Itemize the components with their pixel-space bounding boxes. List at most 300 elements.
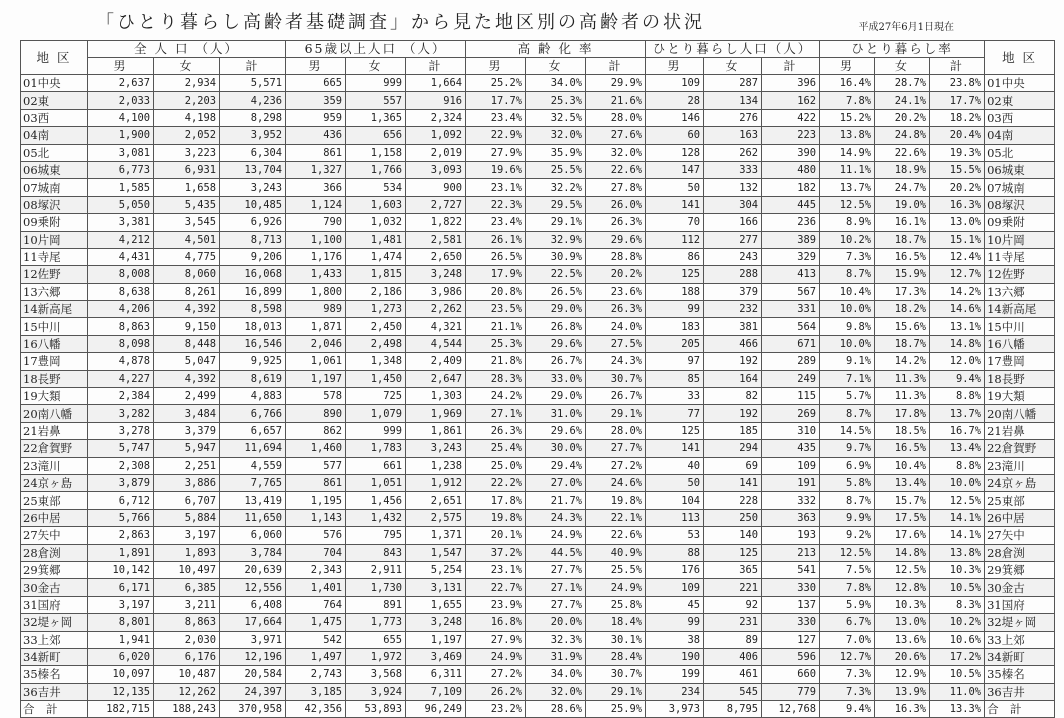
district-name-right: 20南八幡: [985, 405, 1055, 422]
value-cell: 578: [286, 388, 346, 405]
value-cell: 2,019: [406, 144, 466, 161]
value-cell: 900: [406, 179, 466, 196]
value-cell: 86: [646, 248, 704, 265]
value-cell: 10.2%: [930, 614, 985, 631]
value-cell: 53,893: [346, 701, 406, 718]
value-cell: 2,934: [154, 75, 220, 92]
value-cell: 3,952: [220, 127, 286, 144]
value-cell: 109: [646, 75, 704, 92]
value-cell: 9,206: [220, 248, 286, 265]
value-cell: 13.9%: [875, 683, 930, 700]
value-cell: 16.1%: [875, 214, 930, 231]
value-cell: 8,619: [220, 370, 286, 387]
group-header-population: 全 人 口 （人）: [88, 41, 286, 58]
value-cell: 1,143: [286, 509, 346, 526]
value-cell: 1,432: [346, 509, 406, 526]
value-cell: 4,321: [406, 318, 466, 335]
value-cell: 28.8%: [586, 248, 646, 265]
value-cell: 3,568: [346, 666, 406, 683]
value-cell: 790: [286, 214, 346, 231]
value-cell: 2,308: [88, 457, 154, 474]
value-cell: 4,883: [220, 388, 286, 405]
value-cell: 22.3%: [466, 196, 526, 213]
value-cell: 1,401: [286, 579, 346, 596]
value-cell: 132: [704, 179, 762, 196]
value-cell: 10.5%: [930, 666, 985, 683]
value-cell: 192: [704, 405, 762, 422]
value-cell: 8.7%: [820, 405, 875, 422]
table-row: [21, 161, 1055, 178]
value-cell: 231: [704, 614, 762, 631]
value-cell: 1,475: [286, 614, 346, 631]
value-cell: 99: [646, 301, 704, 318]
value-cell: 17.2%: [930, 648, 985, 665]
value-cell: 26.3%: [586, 214, 646, 231]
value-cell: 1,783: [346, 440, 406, 457]
value-cell: 17.7%: [930, 92, 985, 109]
value-cell: 12,556: [220, 579, 286, 596]
value-cell: 109: [646, 579, 704, 596]
value-cell: 20.0%: [526, 614, 586, 631]
value-cell: 7.3%: [820, 248, 875, 265]
value-cell: 14.6%: [930, 301, 985, 318]
value-cell: 661: [346, 457, 406, 474]
value-cell: 53: [646, 527, 704, 544]
value-cell: 26.3%: [466, 422, 526, 439]
district-name: 12佐野: [21, 266, 88, 283]
value-cell: 109: [762, 457, 820, 474]
district-name: 32堤ヶ岡: [21, 614, 88, 631]
value-cell: 2,650: [406, 248, 466, 265]
value-cell: 26.2%: [466, 683, 526, 700]
value-cell: 27.2%: [586, 457, 646, 474]
value-cell: 25.2%: [466, 75, 526, 92]
value-cell: 27.7%: [526, 596, 586, 613]
value-cell: 304: [704, 196, 762, 213]
value-cell: 140: [704, 527, 762, 544]
value-cell: 10.0%: [820, 301, 875, 318]
table-row: [21, 75, 1055, 92]
value-cell: 3,081: [88, 144, 154, 161]
value-cell: 10.2%: [820, 231, 875, 248]
survey-date: 平成27年6月1日現在: [858, 22, 954, 33]
value-cell: 27.1%: [526, 579, 586, 596]
table-row: [21, 683, 1055, 700]
value-cell: 9.7%: [820, 440, 875, 457]
value-cell: 1,124: [286, 196, 346, 213]
value-cell: 10.4%: [820, 283, 875, 300]
value-cell: 8,801: [88, 614, 154, 631]
table-row: [21, 596, 1055, 613]
value-cell: 545: [704, 683, 762, 700]
value-cell: 30.0%: [526, 440, 586, 457]
value-cell: 17.6%: [875, 527, 930, 544]
value-cell: 4,878: [88, 353, 154, 370]
value-cell: 164: [704, 370, 762, 387]
value-cell: 10.4%: [875, 457, 930, 474]
value-cell: 445: [762, 196, 820, 213]
value-cell: 3,248: [406, 266, 466, 283]
value-cell: 11.0%: [930, 683, 985, 700]
value-cell: 9.2%: [820, 527, 875, 544]
district-name-right: 17豊岡: [985, 353, 1055, 370]
value-cell: 128: [646, 144, 704, 161]
value-cell: 1,730: [346, 579, 406, 596]
value-cell: 8,060: [154, 266, 220, 283]
district-name-right: 08塚沢: [985, 196, 1055, 213]
sub-header-male: 男: [286, 58, 346, 75]
value-cell: 125: [646, 422, 704, 439]
value-cell: 330: [762, 614, 820, 631]
value-cell: 31.0%: [526, 405, 586, 422]
value-cell: 2,409: [406, 353, 466, 370]
table-row: [21, 370, 1055, 387]
value-cell: 2,498: [346, 335, 406, 352]
value-cell: 12,768: [762, 701, 820, 718]
value-cell: 332: [762, 492, 820, 509]
value-cell: 34.0%: [526, 75, 586, 92]
district-name: 23滝川: [21, 457, 88, 474]
value-cell: 461: [704, 666, 762, 683]
value-cell: 557: [346, 92, 406, 109]
sub-header-total: 計: [762, 58, 820, 75]
value-cell: 5,571: [220, 75, 286, 92]
value-cell: 1,303: [406, 388, 466, 405]
value-cell: 1,893: [154, 544, 220, 561]
value-cell: 916: [406, 92, 466, 109]
value-cell: 221: [704, 579, 762, 596]
value-cell: 3,971: [220, 631, 286, 648]
value-cell: 10,497: [154, 561, 220, 578]
value-cell: 12.7%: [820, 648, 875, 665]
value-cell: 183: [646, 318, 704, 335]
district-name-right: 16八幡: [985, 335, 1055, 352]
value-cell: 20.4%: [930, 127, 985, 144]
value-cell: 333: [704, 161, 762, 178]
value-cell: 25.8%: [586, 596, 646, 613]
value-cell: 14.8%: [875, 544, 930, 561]
group-header-alone-pop: ひとり暮らし人口（人）: [646, 41, 820, 58]
value-cell: 359: [286, 92, 346, 109]
value-cell: 9,925: [220, 353, 286, 370]
value-cell: 82: [704, 388, 762, 405]
value-cell: 1,474: [346, 248, 406, 265]
value-cell: 16,068: [220, 266, 286, 283]
value-cell: 20,584: [220, 666, 286, 683]
value-cell: 236: [762, 214, 820, 231]
value-cell: 8,863: [88, 318, 154, 335]
sub-header-female: 女: [346, 58, 406, 75]
value-cell: 1,158: [346, 144, 406, 161]
value-cell: 5,050: [88, 196, 154, 213]
value-cell: 6,766: [220, 405, 286, 422]
value-cell: 3,282: [88, 405, 154, 422]
value-cell: 13.7%: [820, 179, 875, 196]
value-cell: 29.6%: [526, 422, 586, 439]
district-name-right: 02東: [985, 92, 1055, 109]
table-row: [21, 335, 1055, 352]
value-cell: 4,544: [406, 335, 466, 352]
value-cell: 8,795: [704, 701, 762, 718]
value-cell: 30.9%: [526, 248, 586, 265]
value-cell: 1,547: [406, 544, 466, 561]
value-cell: 3,973: [646, 701, 704, 718]
value-cell: 12.5%: [875, 561, 930, 578]
value-cell: 232: [704, 301, 762, 318]
value-cell: 32.0%: [526, 683, 586, 700]
value-cell: 3,243: [220, 179, 286, 196]
value-cell: 6,408: [220, 596, 286, 613]
value-cell: 14.1%: [930, 509, 985, 526]
value-cell: 1,655: [406, 596, 466, 613]
table-row: [21, 527, 1055, 544]
value-cell: 289: [762, 353, 820, 370]
value-cell: 12,196: [220, 648, 286, 665]
value-cell: 6.9%: [820, 457, 875, 474]
value-cell: 32.9%: [526, 231, 586, 248]
district-name-right: 05北: [985, 144, 1055, 161]
value-cell: 1,365: [346, 109, 406, 126]
value-cell: 8,448: [154, 335, 220, 352]
value-cell: 12.0%: [930, 353, 985, 370]
value-cell: 250: [704, 509, 762, 526]
value-cell: 269: [762, 405, 820, 422]
value-cell: 16.8%: [466, 614, 526, 631]
value-cell: 20.8%: [466, 283, 526, 300]
value-cell: 28: [646, 92, 704, 109]
value-cell: 1,861: [406, 422, 466, 439]
value-cell: 365: [704, 561, 762, 578]
sub-header-total: 計: [406, 58, 466, 75]
district-name: 30金古: [21, 579, 88, 596]
value-cell: 6,311: [406, 666, 466, 683]
value-cell: 4,198: [154, 109, 220, 126]
value-cell: 725: [346, 388, 406, 405]
value-cell: 24.9%: [586, 579, 646, 596]
value-cell: 9.4%: [820, 701, 875, 718]
value-cell: 17,664: [220, 614, 286, 631]
value-cell: 4,501: [154, 231, 220, 248]
value-cell: 8,008: [88, 266, 154, 283]
district-name-right: 25東部: [985, 492, 1055, 509]
district-name-right: 合 計: [985, 701, 1055, 718]
value-cell: 112: [646, 231, 704, 248]
value-cell: 30.7%: [586, 370, 646, 387]
value-cell: 12.5%: [930, 492, 985, 509]
district-name-right: 07城南: [985, 179, 1055, 196]
value-cell: 6,926: [220, 214, 286, 231]
value-cell: 23.4%: [466, 109, 526, 126]
sub-header-total: 計: [220, 58, 286, 75]
value-cell: 223: [762, 127, 820, 144]
value-cell: 38: [646, 631, 704, 648]
value-cell: 2,651: [406, 492, 466, 509]
district-name-right: 10片岡: [985, 231, 1055, 248]
value-cell: 10.3%: [930, 561, 985, 578]
value-cell: 162: [762, 92, 820, 109]
value-cell: 1,061: [286, 353, 346, 370]
value-cell: 16.5%: [875, 440, 930, 457]
value-cell: 329: [762, 248, 820, 265]
value-cell: 1,079: [346, 405, 406, 422]
value-cell: 5,884: [154, 509, 220, 526]
value-cell: 9.4%: [930, 370, 985, 387]
district-name: 34新町: [21, 648, 88, 665]
value-cell: 16,546: [220, 335, 286, 352]
value-cell: 9.1%: [820, 353, 875, 370]
value-cell: 2,052: [154, 127, 220, 144]
value-cell: 11,650: [220, 509, 286, 526]
value-cell: 27.7%: [526, 561, 586, 578]
value-cell: 26.5%: [526, 283, 586, 300]
value-cell: 5,047: [154, 353, 220, 370]
value-cell: 3,784: [220, 544, 286, 561]
value-cell: 7,109: [406, 683, 466, 700]
table-row: [21, 248, 1055, 265]
value-cell: 28.7%: [875, 75, 930, 92]
value-cell: 1,585: [88, 179, 154, 196]
value-cell: 29.4%: [526, 457, 586, 474]
value-cell: 234: [646, 683, 704, 700]
value-cell: 1,481: [346, 231, 406, 248]
district-name-right: 29箕郷: [985, 561, 1055, 578]
district-name-right: 13六郷: [985, 283, 1055, 300]
value-cell: 15.5%: [930, 161, 985, 178]
value-cell: 3,924: [346, 683, 406, 700]
district-name-right: 01中央: [985, 75, 1055, 92]
value-cell: 141: [646, 440, 704, 457]
value-cell: 370,958: [220, 701, 286, 718]
district-name: 20南八幡: [21, 405, 88, 422]
value-cell: 14.9%: [820, 144, 875, 161]
value-cell: 25.5%: [526, 161, 586, 178]
value-cell: 22.6%: [586, 161, 646, 178]
value-cell: 8,713: [220, 231, 286, 248]
district-name: 33上郊: [21, 631, 88, 648]
value-cell: 22.6%: [586, 527, 646, 544]
value-cell: 27.6%: [586, 127, 646, 144]
value-cell: 379: [704, 283, 762, 300]
value-cell: 596: [762, 648, 820, 665]
value-cell: 10.3%: [875, 596, 930, 613]
table-row: [21, 422, 1055, 439]
value-cell: 13,704: [220, 161, 286, 178]
value-cell: 29.9%: [586, 75, 646, 92]
value-cell: 2,186: [346, 283, 406, 300]
header-row-groups: [21, 41, 1055, 58]
value-cell: 16.7%: [930, 422, 985, 439]
value-cell: 2,647: [406, 370, 466, 387]
sub-header-female: 女: [526, 58, 586, 75]
value-cell: 17.5%: [875, 509, 930, 526]
value-cell: 7.8%: [820, 92, 875, 109]
value-cell: 3,381: [88, 214, 154, 231]
value-cell: 890: [286, 405, 346, 422]
value-cell: 15.1%: [930, 231, 985, 248]
value-cell: 24.0%: [586, 318, 646, 335]
value-cell: 989: [286, 301, 346, 318]
value-cell: 13.4%: [875, 474, 930, 491]
value-cell: 660: [762, 666, 820, 683]
value-cell: 96,249: [406, 701, 466, 718]
value-cell: 4,392: [154, 370, 220, 387]
district-name: 15中川: [21, 318, 88, 335]
value-cell: 406: [704, 648, 762, 665]
value-cell: 99: [646, 614, 704, 631]
district-name-right: 12佐野: [985, 266, 1055, 283]
value-cell: 6,304: [220, 144, 286, 161]
value-cell: 29.1%: [586, 405, 646, 422]
value-cell: 213: [762, 544, 820, 561]
value-cell: 1,972: [346, 648, 406, 665]
value-cell: 3,223: [154, 144, 220, 161]
table-row: [21, 440, 1055, 457]
table-row: [21, 92, 1055, 109]
value-cell: 6,171: [88, 579, 154, 596]
value-cell: 25.4%: [466, 440, 526, 457]
value-cell: 1,327: [286, 161, 346, 178]
value-cell: 3,185: [286, 683, 346, 700]
value-cell: 843: [346, 544, 406, 561]
value-cell: 8.7%: [820, 492, 875, 509]
sub-header-male: 男: [88, 58, 154, 75]
value-cell: 1,800: [286, 283, 346, 300]
value-cell: 1,450: [346, 370, 406, 387]
district-name-right: 23滝川: [985, 457, 1055, 474]
value-cell: 188,243: [154, 701, 220, 718]
value-cell: 163: [704, 127, 762, 144]
value-cell: 60: [646, 127, 704, 144]
value-cell: 331: [762, 301, 820, 318]
value-cell: 2,863: [88, 527, 154, 544]
sub-header-male: 男: [820, 58, 875, 75]
value-cell: 999: [346, 75, 406, 92]
district-table: [20, 40, 1055, 718]
value-cell: 11,694: [220, 440, 286, 457]
value-cell: 22.1%: [586, 509, 646, 526]
value-cell: 5,766: [88, 509, 154, 526]
value-cell: 20,639: [220, 561, 286, 578]
value-cell: 1,603: [346, 196, 406, 213]
value-cell: 10,487: [154, 666, 220, 683]
value-cell: 26.7%: [586, 388, 646, 405]
value-cell: 1,238: [406, 457, 466, 474]
value-cell: 564: [762, 318, 820, 335]
value-cell: 3,211: [154, 596, 220, 613]
value-cell: 77: [646, 405, 704, 422]
value-cell: 40: [646, 457, 704, 474]
value-cell: 3,469: [406, 648, 466, 665]
value-cell: 576: [286, 527, 346, 544]
value-cell: 389: [762, 231, 820, 248]
table-row: [21, 405, 1055, 422]
district-name: 25東部: [21, 492, 88, 509]
value-cell: 31.9%: [526, 648, 586, 665]
value-cell: 13.3%: [930, 701, 985, 718]
value-cell: 25.3%: [466, 335, 526, 352]
value-cell: 2,343: [286, 561, 346, 578]
value-cell: 18.7%: [875, 335, 930, 352]
value-cell: 16.3%: [875, 701, 930, 718]
value-cell: 188: [646, 283, 704, 300]
district-name: 36吉井: [21, 683, 88, 700]
value-cell: 671: [762, 335, 820, 352]
value-cell: 4,227: [88, 370, 154, 387]
value-cell: 190: [646, 648, 704, 665]
value-cell: 567: [762, 283, 820, 300]
value-cell: 146: [646, 109, 704, 126]
value-cell: 27.0%: [526, 474, 586, 491]
